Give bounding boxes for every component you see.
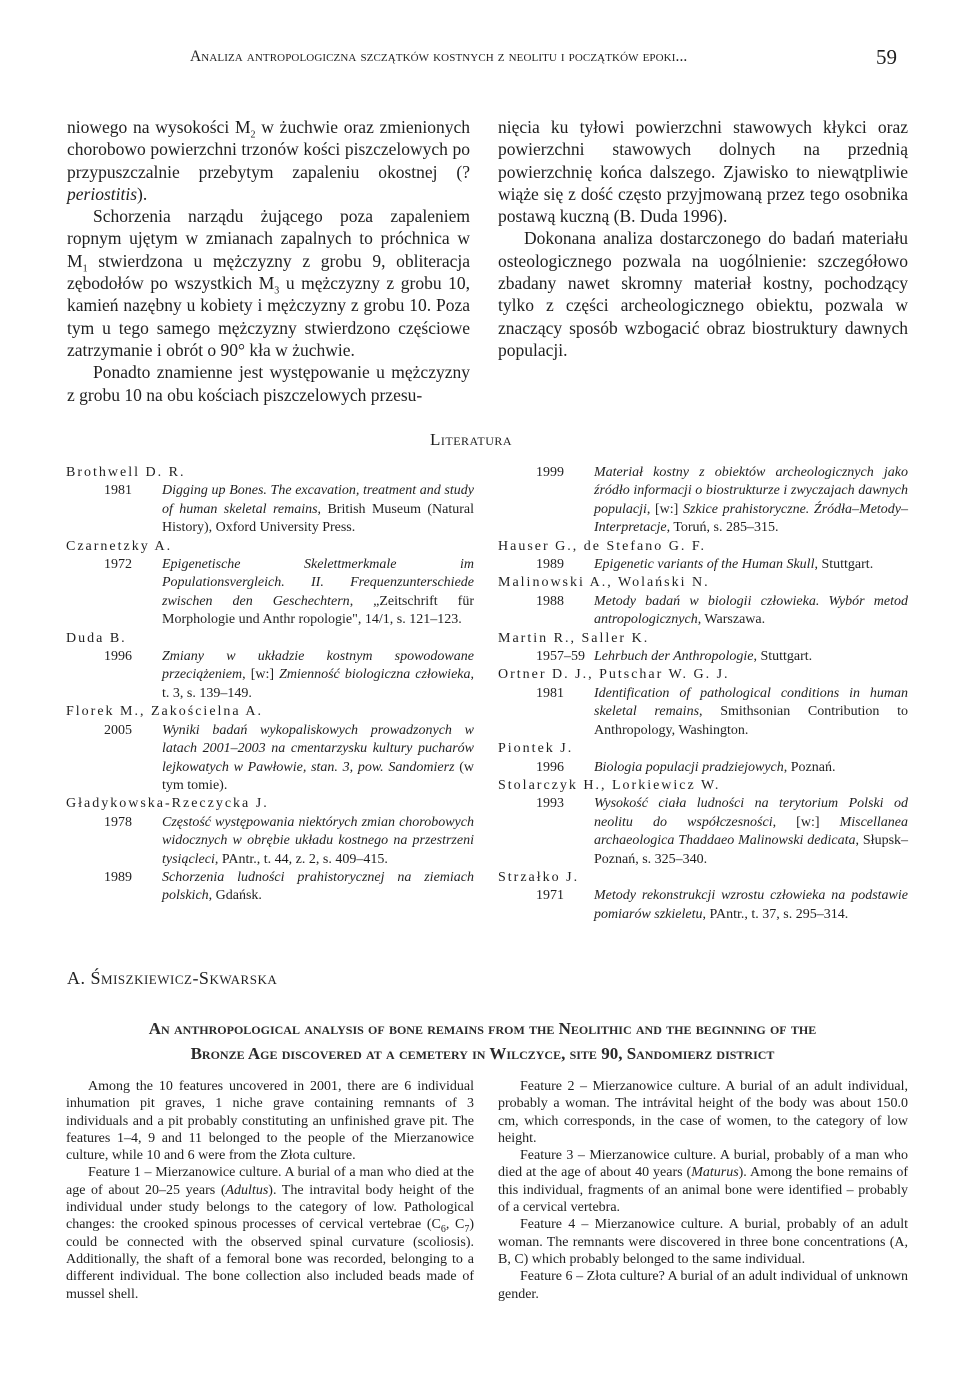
reference-entry xyxy=(498,464,908,538)
summary-right-column xyxy=(498,1078,908,1303)
references-right xyxy=(498,464,908,924)
summary-author: A. Śmiszkiewicz-Skwarska xyxy=(67,968,278,988)
reference-text xyxy=(162,814,474,869)
reference-year: 2005 xyxy=(104,722,132,738)
reference-title: Zmiany w układzie kostnym spowodowane przeciążeniem xyxy=(162,649,474,683)
reference-details: , Poznań. xyxy=(783,759,836,775)
reference-entry xyxy=(498,795,908,869)
reference-entry xyxy=(498,685,908,740)
running-header: Analiza antropologiczna szczątków kostnych z neolitu i początków epoki... xyxy=(190,48,688,65)
reference-details: , PAntr., t. 44, z. 2, s. 409–415. xyxy=(214,851,388,867)
reference-details: , Stuttgart. xyxy=(753,649,813,665)
reference-text xyxy=(594,464,908,538)
reference-author: Malinowski A., Wolański N. xyxy=(498,575,710,591)
reference-text xyxy=(594,556,908,574)
reference-details: , t. 3, s. 139–149. xyxy=(162,667,474,701)
reference-text xyxy=(162,648,474,703)
reference-entry xyxy=(66,556,474,630)
reference-details: , PAntr., t. 37, s. 295–314. xyxy=(702,906,849,922)
reference-title: Schorzenia ludności prahistorycznej na ziemiach polskich xyxy=(162,869,474,904)
reference-details: , Stuttgart. xyxy=(814,557,874,573)
reference-year: 1957–59 xyxy=(536,649,585,665)
paragraph: Ponadto znamienne jest występowanie u mężczyzny z grobu 10 na obu kościach piszczelowych przesu- xyxy=(67,362,470,405)
page-number: 59 xyxy=(876,45,897,69)
reference-text xyxy=(594,685,908,740)
reference-author: Ortner D. J., Putschar W. G. J. xyxy=(498,667,730,683)
paragraph xyxy=(67,205,470,361)
reference-author: Brothwell D. R. xyxy=(66,465,186,480)
reference-title: Szkice prahistoryczne. Źródła–Metody–Interpretacje xyxy=(594,501,909,536)
reference-details: , [w:] xyxy=(646,501,683,517)
text-run: ). Among the bone remains of this individual, fragments of an animal bone were identified – probably of a cervical vertebra. xyxy=(498,1165,908,1216)
reference-year: 1981 xyxy=(536,685,564,701)
text-run: Schorzenia narządu żującego poza zapaleniem ropnym ujętym w zmianach zapalnych to próchnica w M xyxy=(67,206,470,271)
reference-details: , [w:] xyxy=(242,667,280,683)
text-run: ). The intravital body height of the individual under study belongs to the category of low. Pathological changes: the crooked spinous processes of cervical vertebrae (C xyxy=(66,1182,474,1233)
reference-text xyxy=(594,648,908,666)
reference-text xyxy=(594,593,908,630)
literature-heading: Literatura xyxy=(430,430,513,449)
reference-year: 1999 xyxy=(536,465,564,480)
paragraph: Dokonana analiza dostarczonego do badań materiału osteologicznego pozwala na uogólnienie: szczegółowo zbadany nawet skromny materiał kostny, pochodzący tylko z części archeologicznego obiektu, pozwala w znaczący sposób wzbogacić obraz biostruktury dawnych populacji. xyxy=(498,228,908,360)
reference-text xyxy=(162,722,474,796)
summary-title xyxy=(60,1016,905,1066)
reference-year: 1978 xyxy=(104,814,132,830)
reference-author: Strzałko J. xyxy=(498,869,580,885)
reference-author: Martin R., Saller K. xyxy=(498,630,650,646)
reference-details: , Warszawa. xyxy=(697,612,766,628)
reference-title: Zmienność biologiczna człowieka xyxy=(279,667,471,683)
reference-year: 1996 xyxy=(536,759,564,775)
text-run: ). xyxy=(137,183,148,204)
reference-year: 1993 xyxy=(536,796,564,812)
subscript: 7 xyxy=(464,1224,470,1236)
reference-title: Metody badań w biologii człowieka. Wybór metod antropologicznych xyxy=(594,593,908,628)
paragraph: Among the 10 features uncovered in 2001, there are 6 individual inhumation pit graves, 1 niche grave containing remnants of 3 individuals and a pit probably constituting an unfinished grave pit. The features 1–4, 9 and 11 belonged to the people of the Mierzanowice culture, while 10 and 6 were from the Złota culture. xyxy=(66,1079,474,1164)
paragraph xyxy=(67,116,470,205)
reference-author: Piontek J. xyxy=(498,741,574,757)
text-run: Adultus xyxy=(225,1182,269,1198)
reference-year: 1981 xyxy=(104,483,132,499)
reference-entry xyxy=(498,759,908,777)
reference-text xyxy=(162,482,474,537)
reference-entry xyxy=(66,814,474,869)
reference-year: 1989 xyxy=(536,557,564,573)
reference-year: 1989 xyxy=(104,869,132,885)
reference-title: Biologia populacji pradziejowych xyxy=(594,759,784,775)
reference-title: Wyniki badań wykopaliskowych prowadzonych w latach 2001–2003 na cmentarzysku kultury pucharów lejkowatych w Pawłowie, stan. 3, pow. Sandomierz xyxy=(162,722,474,775)
reference-year: 1996 xyxy=(104,649,132,665)
reference-entry xyxy=(498,648,908,666)
reference-details: , Gdańsk. xyxy=(208,888,262,904)
reference-author: Florek M., Zakościelna A. xyxy=(66,704,263,720)
reference-entry xyxy=(66,482,474,537)
text-run: u mężczyzny z grobu 10, kamień nazębny u kobiety i mężczyzny z grobu 10. Poza tym u tego samego mężczyzny stwierdzono częściowe zatrzymanie i obrót o 90° kła w żuchwie. xyxy=(67,273,470,360)
reference-year: 1972 xyxy=(104,557,132,573)
text-run: ) could be connected with the observed spinal curvature (scoliosis). Additionally, the shaft of a femoral bone was recorded, belonging to a different individual. The bone collection also included beads made of mussel shell. xyxy=(66,1217,475,1302)
reference-title: Miscellanea archaeologica Thaddaeo Malinowski dedicata xyxy=(594,814,908,849)
summary-left-column xyxy=(66,1078,474,1303)
reference-title: Epigenetische Skelettmerkmale im Populationsvergleich. II. Frequenzunterschiede zwischen den Geschechtern xyxy=(162,557,474,609)
reference-entry xyxy=(66,648,474,703)
text-run: , C xyxy=(445,1217,465,1233)
reference-title: Wysokość ciała ludności na terytorium Polski od neolitu do współczesności xyxy=(594,796,908,830)
reference-text xyxy=(594,759,908,777)
reference-title: Epigenetic variants of the Human Skull xyxy=(594,557,815,573)
paragraph: Feature 6 – Złota culture? A burial of an adult individual of unknown gender. xyxy=(498,1269,908,1302)
summary-title-line: An anthropological analysis of bone remains from the Neolithic and the beginning of the xyxy=(148,1019,817,1038)
reference-entry xyxy=(498,556,908,574)
reference-author: Duda B. xyxy=(66,630,127,646)
text-run: Maturus xyxy=(691,1165,739,1181)
subscript: 6 xyxy=(440,1224,446,1236)
reference-details: , Toruń, s. 285–315. xyxy=(666,520,779,536)
reference-title: Identification of pathological conditions in human skeletal remains xyxy=(594,685,908,720)
reference-entry xyxy=(498,887,908,924)
subscript: 3 xyxy=(274,285,280,297)
paragraph xyxy=(66,1164,474,1302)
text-run: stwierdzona u mężczyzny z grobu 9, obliteracja zębodołów po wszystkich M xyxy=(67,250,470,294)
reference-title: Częstość występowania niektórych zmian chorobowych widocznych w obrębie układu kostnego na przestrzeni tysiącleci xyxy=(162,814,474,867)
reference-text xyxy=(594,887,908,924)
reference-title: Materiał kostny z obiektów archeologicznych jako źródło informacji o biostrukturze i zwyczajach dawnych populacji xyxy=(594,465,908,517)
text-run: Feature 1 – Mierzanowice culture. A burial of a man who died at the age of about 20–25 years ( xyxy=(66,1165,474,1198)
paragraph xyxy=(498,1147,908,1216)
reference-details: , British Museum (Natural History), Oxford University Press. xyxy=(162,501,474,536)
text-run: periostitis xyxy=(67,183,138,204)
reference-details: , „Zeitschrift für Morphologie und Anthr ropologie", 14/1, s. 121–123. xyxy=(162,593,474,628)
reference-text xyxy=(594,795,908,869)
reference-entry xyxy=(66,722,474,796)
reference-title: Lehrbuch der Anthropologie xyxy=(594,649,754,665)
reference-details: , Smithsonian Contribution to Anthropology, Washington. xyxy=(594,704,908,738)
reference-year: 1988 xyxy=(536,593,564,609)
reference-text xyxy=(162,556,474,630)
summary-title-line: Bronze Age discovered at a cemetery in Wilczyce, site 90, Sandomierz district xyxy=(190,1044,775,1063)
reference-author: Gładykowska-Rzeczycka J. xyxy=(66,796,269,812)
subscript: 2 xyxy=(250,129,256,141)
text-run: niowego na wysokości M xyxy=(67,117,251,137)
paragraph: Feature 4 – Mierzanowice culture. A burial, probably of an adult woman. The remnants were discovered in three bone concentrations (A, B, C) which probably belonged to the same individual. xyxy=(498,1217,908,1267)
references-left xyxy=(66,464,474,906)
paragraph: nięcia ku tyłowi powierzchni stawowych kłykci oraz powierzchni stawowych dolnych na przednią powierzchnię końca dalszego. Zjawisko to niewątpliwie wiąże się z dość często przyjmowaną przez tego osobnika postawą kuczną (B. Duda 1996). xyxy=(498,117,908,227)
reference-author: Czarnetzky A. xyxy=(66,538,173,554)
reference-entry xyxy=(498,593,908,630)
text-run: w żuchwie oraz zmienionych chorobowo powierzchni trzonów kości piszczelowych po przypuszczalnie przebytym zapaleniu okostnej (? xyxy=(67,117,470,182)
reference-details: , [w:] xyxy=(772,814,840,830)
reference-title: Metody rekonstrukcji wzrostu człowieka na podstawie pomiarów szkieletu xyxy=(594,888,908,922)
reference-author: Stolarczyk H., Lorkiewicz W. xyxy=(498,777,721,793)
reference-text xyxy=(162,869,474,906)
reference-details: , Słupsk–Poznań, s. 325–340. xyxy=(594,833,909,867)
text-run: Feature 3 – Mierzanowice culture. A burial, probably of a man who died at the age of about 40 years ( xyxy=(498,1148,908,1181)
left-text-column xyxy=(67,116,470,406)
reference-year: 1971 xyxy=(536,888,564,904)
reference-entry xyxy=(66,869,474,906)
reference-title: Digging up Bones. The excavation, treatment and study of human skeletal remains xyxy=(162,483,474,517)
paragraph: Feature 2 – Mierzanowice culture. A burial of an adult individual, probably a woman. The intrávital height of the body was about 150.0 cm, which corresponds, in the case of women, to the category of low height. xyxy=(498,1079,908,1146)
right-text-column xyxy=(498,116,908,361)
reference-details: (w tym tomie). xyxy=(162,759,474,793)
subscript: 1 xyxy=(82,263,88,275)
reference-author: Hauser G., de Stefano G. F. xyxy=(498,538,707,554)
